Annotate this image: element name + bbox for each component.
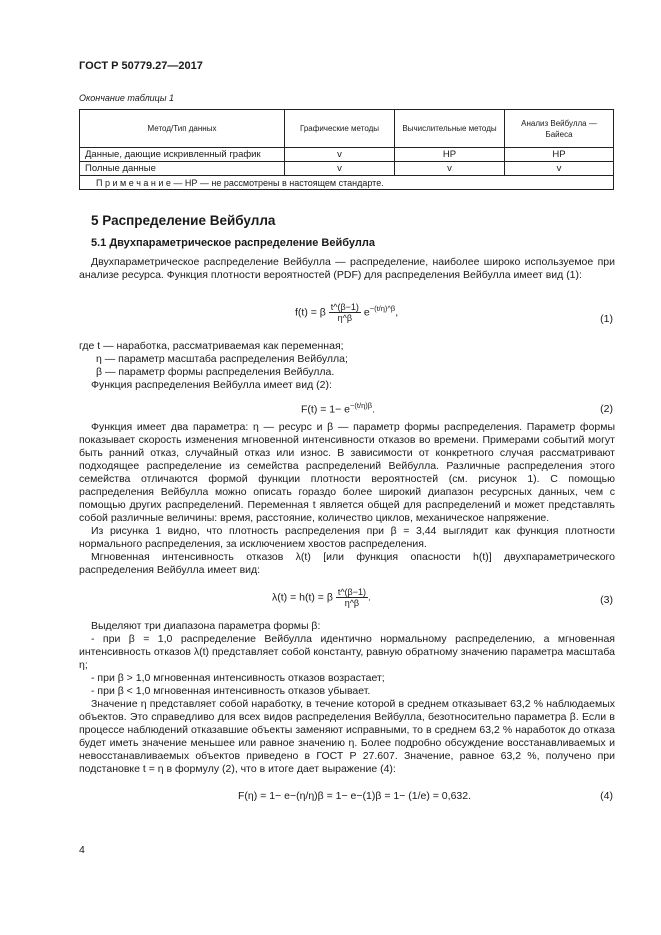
subsection-heading: 5.1 Двухпараметрическое распределение Вейбулла (91, 237, 375, 249)
formula-1-denominator: η^β (337, 313, 353, 323)
formula-4: F(η) = 1− e−(η/η)β = 1− e−(1)β = 1− (1/e) = 0,632. (238, 790, 472, 802)
formula-2-number: (2) (600, 403, 613, 415)
table-cell: v (285, 148, 395, 162)
where-line: β — параметр формы распределения Вейбулла. (96, 366, 335, 378)
table-header-cell: Вычислительные методы (395, 110, 505, 148)
table-cell: v (285, 162, 395, 176)
formula-3-numerator: t^(β−1) (337, 587, 366, 597)
table-header-row (80, 110, 614, 148)
document-header: ГОСТ Р 50779.27—2017 (79, 60, 203, 72)
table-cell: НР (505, 148, 614, 162)
page-number: 4 (79, 844, 85, 856)
paragraph-text: - при β < 1,0 мгновенная интенсивность отказов убывает. (91, 685, 371, 697)
paragraph-text: Двухпараметрическое распределение Вейбулла — распределение, наиболее широко используемое при анализе ресурса. Функция плотности вероятностей (PDF) для распределения Вейбулла имеет вид (1): (79, 256, 615, 281)
formula-1-tail: , (395, 306, 399, 319)
where-line: где t — наработка, рассматриваемая как переменная; (79, 340, 344, 352)
formula-2-tail: . (372, 403, 375, 416)
table-note: П р и м е ч а н и е — НР — не рассмотрены в настоящем стандарте. (80, 176, 614, 190)
formula-3-fraction (336, 587, 368, 608)
table-cell: НР (395, 148, 505, 162)
formula-2 (301, 401, 375, 416)
formula-2-exponent: −(t/η)β (350, 401, 373, 410)
paragraph-text: Функция имеет два параметра: η — ресурс и β — параметр формы распределения. Параметр формы показывает скорость изменения мгновенной интенсивности отказов во времени. Примерами событий могут быть ранний отказ, случайный отказ или износ. В зависимости от конкретного случая рассматривают подходящее распределение из семейства распределений Вейбулла. Различные распределения этого семейства отличаются формой функции плотности вероятностей (см. рисунок 1). С помощью распределения Вейбулла можно описать гораздо более широкий диапазон ресурсных данных, чем с помощью других распределений. Переменная t является общей для распределений и может представлять собой различные величины: время, расстояние, количество циклов, механическое напряжение. (79, 421, 615, 524)
table-row (80, 148, 614, 162)
paragraph (79, 620, 615, 776)
table-caption: Окончание таблицы 1 (79, 93, 174, 103)
where-line: η — параметр масштаба распределения Вейбулла; (96, 353, 348, 365)
formula-1-fraction (329, 302, 361, 323)
table-header-cell: Метод/Тип данных (80, 110, 285, 148)
section-heading: 5 Распределение Вейбулла (91, 213, 276, 228)
formula-1-exponent: −(t/η)^β (369, 303, 396, 313)
table-cell: v (395, 162, 505, 176)
paragraph-text: - при β > 1,0 мгновенная интенсивность отказов возрастает; (91, 672, 385, 684)
formula-1-number: (1) (600, 313, 613, 325)
formula-1 (295, 302, 398, 323)
formula-1-exp-base: e (363, 306, 370, 319)
paragraph-text: Мгновенная интенсивность отказов λ(t) [или функция опасности h(t)] двухпараметрического распределения Вейбулла имеет вид: (79, 551, 615, 576)
formula-2-text: F(t) = 1− e (301, 403, 351, 416)
table-cell: Полные данные (80, 162, 285, 176)
table-cell: Данные, дающие искривленный график (80, 148, 285, 162)
paragraph-text: Из рисунка 1 видно, что плотность распределения при β = 3,44 выглядит как функция плотности нормального распределения, за исключением хвостов распределения. (79, 525, 615, 550)
formula-3-denominator: η^β (344, 598, 360, 608)
table-header-cell: Анализ Вейбулла — Байеса (505, 110, 614, 148)
formula-1-numerator: t^(β−1) (330, 302, 359, 312)
formula-3-number: (3) (600, 594, 613, 606)
paragraph-text: Значение η представляет собой наработку, в течение которой в среднем отказывает 63,2 % наблюдаемых объектов. Это справедливо для всех видов распределения Вейбулла, безотносительно параметра β. Если в процессе наблюдений отказавшие объекты заменяют исправными, то в среднем 63,2 % наработок до отказа будет иметь значение меньшее или равное значению η. Более подробно обсуждение восстанавливаемых и невосстанавливаемых объектов приведено в ГОСТ Р 27.607. Значение, равное 63,2 %, получено при подстановке t = η в формулу (2), что в итоге дает выражение (4): (79, 698, 615, 775)
formula-3 (272, 587, 371, 608)
table-header-cell: Графические методы (285, 110, 395, 148)
paragraph (79, 256, 615, 282)
methods-table (79, 109, 614, 190)
formula-3-lhs: λ(t) = h(t) = β (272, 591, 333, 604)
table-cell: v (505, 162, 614, 176)
paragraph-text: Выделяют три диапазона параметра формы β: (91, 620, 321, 632)
paragraph (79, 421, 615, 577)
formula-3-tail: . (367, 591, 371, 604)
where-line: Функция распределения Вейбулла имеет вид (2): (91, 379, 332, 391)
table-row (80, 162, 614, 176)
table-note-row (80, 176, 614, 190)
formula-4-number: (4) (600, 790, 613, 802)
paragraph-text: - при β = 1,0 распределение Вейбулла идентично нормальному распределению, а мгновенная интенсивность отказов λ(t) представляет собой константу, равную обратному значению параметра масштаба η; (79, 633, 615, 671)
formula-1-lhs: f(t) = β (295, 306, 326, 319)
